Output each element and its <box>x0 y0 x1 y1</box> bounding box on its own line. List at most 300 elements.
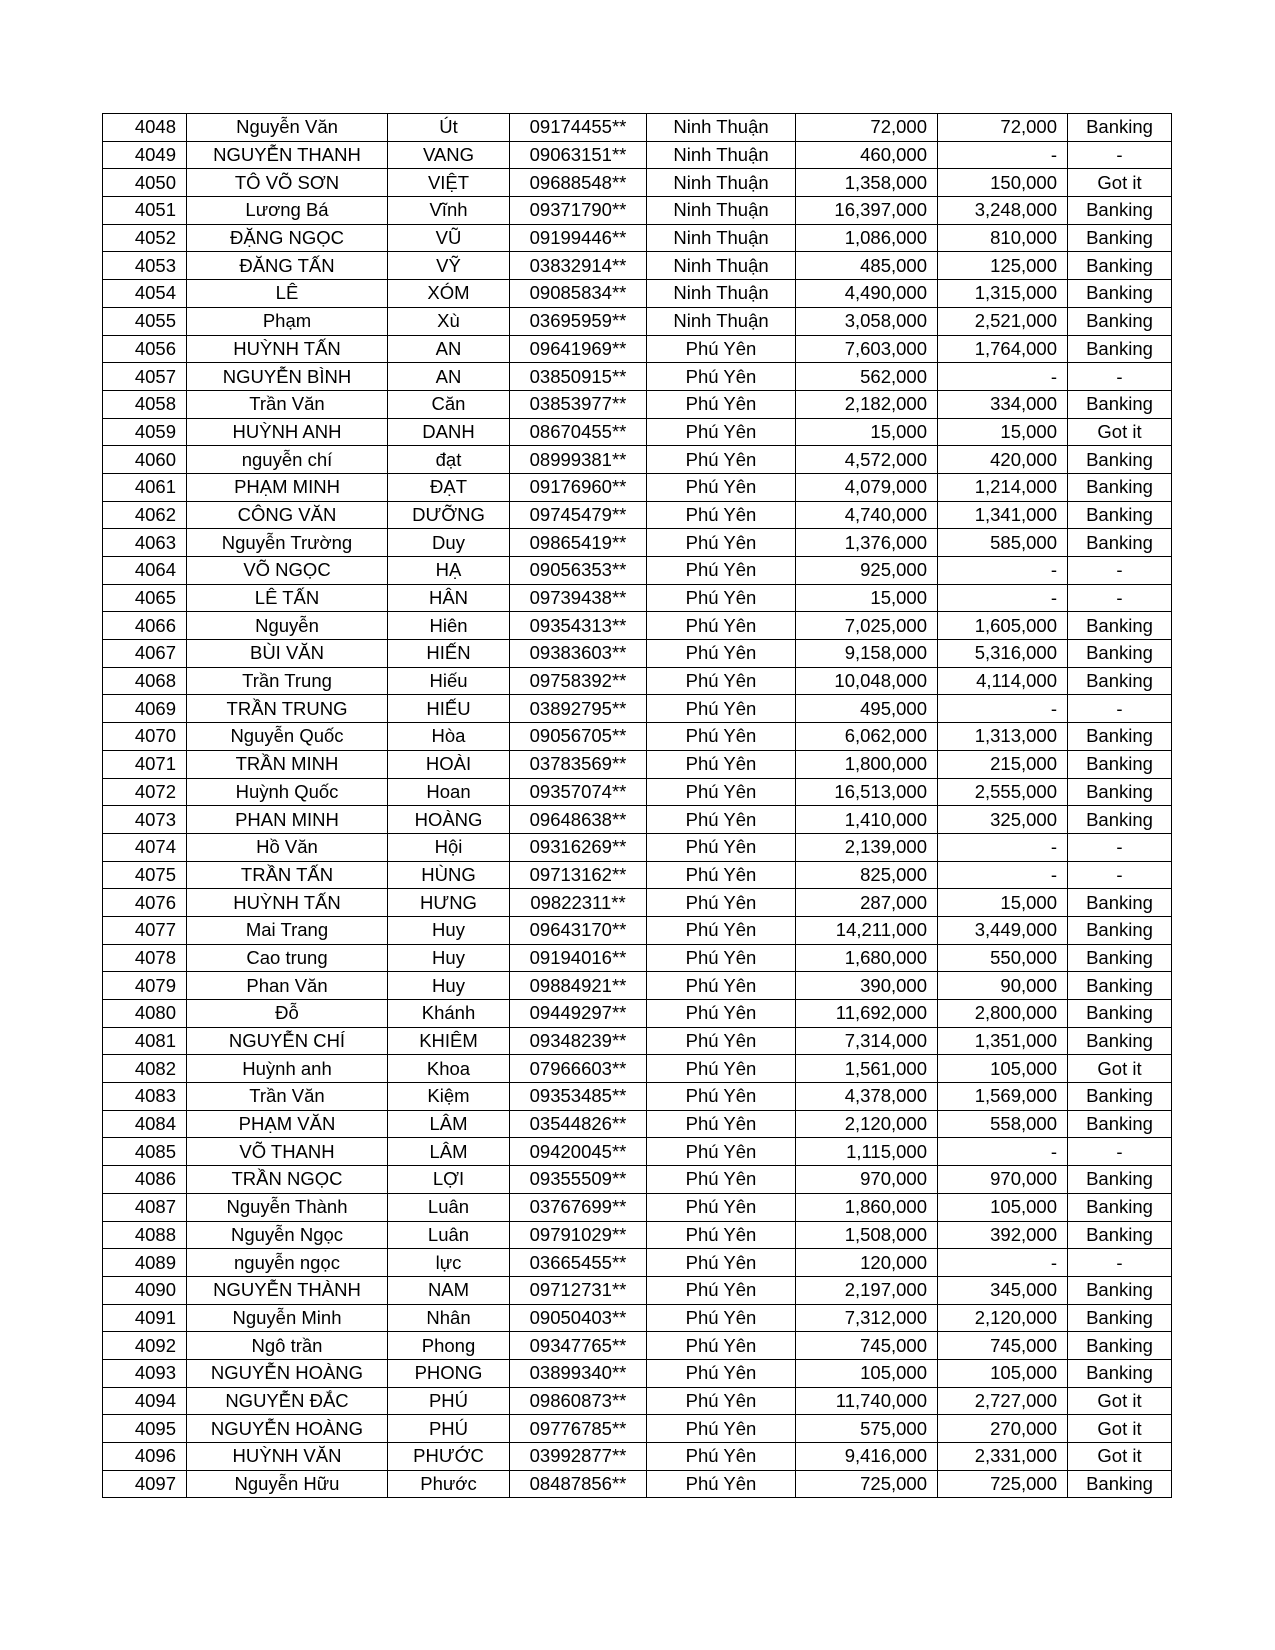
row-number-cell: 4097 <box>103 1470 187 1498</box>
amount-total-cell: 120,000 <box>796 1249 938 1277</box>
first-name-cell: LÂM <box>388 1110 510 1138</box>
province-cell: Phú Yên <box>647 1249 796 1277</box>
payment-method-cell: Got it <box>1068 1443 1172 1471</box>
table-row <box>103 1470 1172 1498</box>
phone-number-cell: 03899340** <box>510 1359 647 1387</box>
first-name-cell: HÂN <box>388 584 510 612</box>
phone-number-cell: 09348239** <box>510 1027 647 1055</box>
province-cell: Phú Yên <box>647 640 796 668</box>
last-middle-name-cell: NGUYỄN HOÀNG <box>187 1415 388 1443</box>
province-cell: Ninh Thuận <box>647 141 796 169</box>
first-name-cell: Hiếu <box>388 667 510 695</box>
phone-number-cell: 08487856** <box>510 1470 647 1498</box>
payment-method-cell: Banking <box>1068 390 1172 418</box>
row-number-cell: 4092 <box>103 1332 187 1360</box>
province-cell: Phú Yên <box>647 1359 796 1387</box>
amount-total-cell: 4,378,000 <box>796 1083 938 1111</box>
payment-method-cell: Banking <box>1068 529 1172 557</box>
last-middle-name-cell: VÕ NGỌC <box>187 557 388 585</box>
first-name-cell: Luân <box>388 1193 510 1221</box>
payment-method-cell: Banking <box>1068 252 1172 280</box>
row-number-cell: 4059 <box>103 418 187 446</box>
province-cell: Phú Yên <box>647 1387 796 1415</box>
table-row <box>103 446 1172 474</box>
last-middle-name-cell: PHẠM VĂN <box>187 1110 388 1138</box>
first-name-cell: Khánh <box>388 1000 510 1028</box>
province-cell: Phú Yên <box>647 390 796 418</box>
amount-total-cell: 4,490,000 <box>796 280 938 308</box>
amount-paid-cell: 2,555,000 <box>938 778 1068 806</box>
province-cell: Phú Yên <box>647 723 796 751</box>
row-number-cell: 4072 <box>103 778 187 806</box>
province-cell: Phú Yên <box>647 473 796 501</box>
phone-number-cell: 09688548** <box>510 169 647 197</box>
amount-total-cell: 1,358,000 <box>796 169 938 197</box>
table-row <box>103 723 1172 751</box>
amount-paid-cell: 1,313,000 <box>938 723 1068 751</box>
province-cell: Phú Yên <box>647 1332 796 1360</box>
data-table <box>102 113 1172 1498</box>
table-row <box>103 612 1172 640</box>
payment-method-cell: Banking <box>1068 114 1172 142</box>
table-row <box>103 695 1172 723</box>
first-name-cell: KHIÊM <box>388 1027 510 1055</box>
last-middle-name-cell: Nguyễn Quốc <box>187 723 388 751</box>
last-middle-name-cell: NGUYỄN THÀNH <box>187 1276 388 1304</box>
province-cell: Phú Yên <box>647 833 796 861</box>
row-number-cell: 4053 <box>103 252 187 280</box>
last-middle-name-cell: Nguyễn Minh <box>187 1304 388 1332</box>
province-cell: Phú Yên <box>647 1443 796 1471</box>
last-middle-name-cell: Huỳnh Quốc <box>187 778 388 806</box>
last-middle-name-cell: TRẦN TRUNG <box>187 695 388 723</box>
amount-paid-cell: - <box>938 1138 1068 1166</box>
province-cell: Phú Yên <box>647 806 796 834</box>
amount-total-cell: 14,211,000 <box>796 916 938 944</box>
table-row <box>103 1304 1172 1332</box>
table-row <box>103 169 1172 197</box>
last-middle-name-cell: Phạm <box>187 307 388 335</box>
table-row <box>103 1055 1172 1083</box>
first-name-cell: VANG <box>388 141 510 169</box>
last-middle-name-cell: PHAN MINH <box>187 806 388 834</box>
amount-paid-cell: 2,120,000 <box>938 1304 1068 1332</box>
table-row <box>103 197 1172 225</box>
province-cell: Phú Yên <box>647 1166 796 1194</box>
amount-total-cell: 10,048,000 <box>796 667 938 695</box>
row-number-cell: 4088 <box>103 1221 187 1249</box>
first-name-cell: PHÚ <box>388 1415 510 1443</box>
payment-method-cell: - <box>1068 833 1172 861</box>
table-row <box>103 1415 1172 1443</box>
amount-paid-cell: 105,000 <box>938 1055 1068 1083</box>
amount-total-cell: 485,000 <box>796 252 938 280</box>
amount-paid-cell: 90,000 <box>938 972 1068 1000</box>
row-number-cell: 4086 <box>103 1166 187 1194</box>
table-row <box>103 1138 1172 1166</box>
province-cell: Phú Yên <box>647 972 796 1000</box>
table-row <box>103 557 1172 585</box>
last-middle-name-cell: LÊ TẤN <box>187 584 388 612</box>
amount-total-cell: 287,000 <box>796 889 938 917</box>
table-row <box>103 1276 1172 1304</box>
table-row <box>103 529 1172 557</box>
first-name-cell: HOÀNG <box>388 806 510 834</box>
phone-number-cell: 09063151** <box>510 141 647 169</box>
table-row <box>103 1193 1172 1221</box>
phone-number-cell: 08999381** <box>510 446 647 474</box>
amount-paid-cell: 1,341,000 <box>938 501 1068 529</box>
row-number-cell: 4048 <box>103 114 187 142</box>
row-number-cell: 4054 <box>103 280 187 308</box>
amount-total-cell: 970,000 <box>796 1166 938 1194</box>
amount-total-cell: 3,058,000 <box>796 307 938 335</box>
table-row <box>103 418 1172 446</box>
amount-total-cell: 825,000 <box>796 861 938 889</box>
amount-total-cell: 390,000 <box>796 972 938 1000</box>
amount-paid-cell: 2,331,000 <box>938 1443 1068 1471</box>
amount-paid-cell: 3,449,000 <box>938 916 1068 944</box>
phone-number-cell: 09353485** <box>510 1083 647 1111</box>
payment-method-cell: - <box>1068 861 1172 889</box>
phone-number-cell: 03783569** <box>510 750 647 778</box>
amount-total-cell: 4,079,000 <box>796 473 938 501</box>
payment-method-cell: Banking <box>1068 335 1172 363</box>
table-row <box>103 750 1172 778</box>
province-cell: Phú Yên <box>647 446 796 474</box>
amount-paid-cell: 4,114,000 <box>938 667 1068 695</box>
payment-method-cell: Got it <box>1068 1055 1172 1083</box>
first-name-cell: đạt <box>388 446 510 474</box>
row-number-cell: 4055 <box>103 307 187 335</box>
row-number-cell: 4081 <box>103 1027 187 1055</box>
table-row <box>103 1166 1172 1194</box>
last-middle-name-cell: TRẦN TẤN <box>187 861 388 889</box>
last-middle-name-cell: ĐẶNG NGỌC <box>187 224 388 252</box>
first-name-cell: PHONG <box>388 1359 510 1387</box>
payment-method-cell: Banking <box>1068 1304 1172 1332</box>
province-cell: Phú Yên <box>647 916 796 944</box>
last-middle-name-cell: Đỗ <box>187 1000 388 1028</box>
amount-paid-cell: 3,248,000 <box>938 197 1068 225</box>
first-name-cell: AN <box>388 335 510 363</box>
table-row <box>103 1083 1172 1111</box>
province-cell: Ninh Thuận <box>647 114 796 142</box>
last-middle-name-cell: TRẦN NGỌC <box>187 1166 388 1194</box>
payment-method-cell: - <box>1068 1249 1172 1277</box>
amount-paid-cell: - <box>938 861 1068 889</box>
last-middle-name-cell: Mai Trang <box>187 916 388 944</box>
payment-method-cell: Banking <box>1068 501 1172 529</box>
payment-method-cell: Banking <box>1068 778 1172 806</box>
row-number-cell: 4062 <box>103 501 187 529</box>
row-number-cell: 4063 <box>103 529 187 557</box>
amount-paid-cell: 345,000 <box>938 1276 1068 1304</box>
phone-number-cell: 09865419** <box>510 529 647 557</box>
last-middle-name-cell: NGUYỄN HOÀNG <box>187 1359 388 1387</box>
table-row <box>103 280 1172 308</box>
phone-number-cell: 09420045** <box>510 1138 647 1166</box>
table-row <box>103 501 1172 529</box>
last-middle-name-cell: VÕ THANH <box>187 1138 388 1166</box>
first-name-cell: HƯNG <box>388 889 510 917</box>
province-cell: Phú Yên <box>647 1138 796 1166</box>
amount-total-cell: 2,139,000 <box>796 833 938 861</box>
first-name-cell: ĐẠT <box>388 473 510 501</box>
last-middle-name-cell: HUỲNH TẤN <box>187 335 388 363</box>
phone-number-cell: 03850915** <box>510 363 647 391</box>
amount-paid-cell: 2,800,000 <box>938 1000 1068 1028</box>
table-row <box>103 944 1172 972</box>
last-middle-name-cell: HUỲNH TẤN <box>187 889 388 917</box>
first-name-cell: HÙNG <box>388 861 510 889</box>
province-cell: Phú Yên <box>647 557 796 585</box>
amount-paid-cell: 1,569,000 <box>938 1083 1068 1111</box>
first-name-cell: VŨ <box>388 224 510 252</box>
last-middle-name-cell: Ngô trần <box>187 1332 388 1360</box>
amount-total-cell: 16,397,000 <box>796 197 938 225</box>
amount-paid-cell: - <box>938 557 1068 585</box>
amount-total-cell: 1,508,000 <box>796 1221 938 1249</box>
last-middle-name-cell: nguyễn ngọc <box>187 1249 388 1277</box>
amount-total-cell: 9,158,000 <box>796 640 938 668</box>
amount-total-cell: 1,410,000 <box>796 806 938 834</box>
phone-number-cell: 09758392** <box>510 667 647 695</box>
first-name-cell: Phước <box>388 1470 510 1498</box>
amount-total-cell: 460,000 <box>796 141 938 169</box>
amount-paid-cell: 1,315,000 <box>938 280 1068 308</box>
row-number-cell: 4058 <box>103 390 187 418</box>
payment-method-cell: Banking <box>1068 889 1172 917</box>
province-cell: Phú Yên <box>647 1221 796 1249</box>
province-cell: Phú Yên <box>647 667 796 695</box>
last-middle-name-cell: Lương Bá <box>187 197 388 225</box>
amount-total-cell: 1,860,000 <box>796 1193 938 1221</box>
amount-paid-cell: - <box>938 833 1068 861</box>
phone-number-cell: 09712731** <box>510 1276 647 1304</box>
payment-method-cell: Banking <box>1068 1193 1172 1221</box>
row-number-cell: 4068 <box>103 667 187 695</box>
province-cell: Phú Yên <box>647 889 796 917</box>
payment-method-cell: Banking <box>1068 1110 1172 1138</box>
row-number-cell: 4064 <box>103 557 187 585</box>
payment-method-cell: Banking <box>1068 944 1172 972</box>
phone-number-cell: 03853977** <box>510 390 647 418</box>
table-row <box>103 806 1172 834</box>
amount-paid-cell: - <box>938 141 1068 169</box>
table-row <box>103 1249 1172 1277</box>
payment-method-cell: - <box>1068 363 1172 391</box>
first-name-cell: HIẾU <box>388 695 510 723</box>
first-name-cell: NAM <box>388 1276 510 1304</box>
table-row <box>103 584 1172 612</box>
payment-method-cell: - <box>1068 584 1172 612</box>
table-row <box>103 1332 1172 1360</box>
table-row <box>103 1387 1172 1415</box>
last-middle-name-cell: Cao trung <box>187 944 388 972</box>
table-row <box>103 1359 1172 1387</box>
amount-paid-cell: 420,000 <box>938 446 1068 474</box>
phone-number-cell: 09056705** <box>510 723 647 751</box>
amount-total-cell: 2,182,000 <box>796 390 938 418</box>
payment-method-cell: - <box>1068 557 1172 585</box>
phone-number-cell: 09713162** <box>510 861 647 889</box>
phone-number-cell: 07966603** <box>510 1055 647 1083</box>
last-middle-name-cell: Hồ Văn <box>187 833 388 861</box>
amount-paid-cell: 392,000 <box>938 1221 1068 1249</box>
row-number-cell: 4090 <box>103 1276 187 1304</box>
row-number-cell: 4067 <box>103 640 187 668</box>
first-name-cell: Huy <box>388 944 510 972</box>
row-number-cell: 4093 <box>103 1359 187 1387</box>
province-cell: Ninh Thuận <box>647 307 796 335</box>
payment-method-cell: Banking <box>1068 750 1172 778</box>
first-name-cell: Duy <box>388 529 510 557</box>
amount-total-cell: 7,314,000 <box>796 1027 938 1055</box>
first-name-cell: Vĩnh <box>388 197 510 225</box>
amount-total-cell: 1,115,000 <box>796 1138 938 1166</box>
amount-paid-cell: 334,000 <box>938 390 1068 418</box>
table-row <box>103 861 1172 889</box>
amount-paid-cell: 72,000 <box>938 114 1068 142</box>
last-middle-name-cell: Nguyễn <box>187 612 388 640</box>
province-cell: Phú Yên <box>647 861 796 889</box>
province-cell: Phú Yên <box>647 695 796 723</box>
row-number-cell: 4089 <box>103 1249 187 1277</box>
last-middle-name-cell: Trần Văn <box>187 1083 388 1111</box>
row-number-cell: 4066 <box>103 612 187 640</box>
province-cell: Phú Yên <box>647 1276 796 1304</box>
first-name-cell: Kiệm <box>388 1083 510 1111</box>
province-cell: Phú Yên <box>647 418 796 446</box>
row-number-cell: 4052 <box>103 224 187 252</box>
payment-method-cell: Banking <box>1068 612 1172 640</box>
first-name-cell: Út <box>388 114 510 142</box>
payment-method-cell: Banking <box>1068 806 1172 834</box>
province-cell: Phú Yên <box>647 1110 796 1138</box>
row-number-cell: 4060 <box>103 446 187 474</box>
amount-total-cell: 1,376,000 <box>796 529 938 557</box>
table-row <box>103 224 1172 252</box>
first-name-cell: Hiên <box>388 612 510 640</box>
payment-method-cell: Banking <box>1068 1000 1172 1028</box>
payment-method-cell: Banking <box>1068 1166 1172 1194</box>
amount-paid-cell: - <box>938 584 1068 612</box>
first-name-cell: Khoa <box>388 1055 510 1083</box>
amount-total-cell: 562,000 <box>796 363 938 391</box>
amount-total-cell: 9,416,000 <box>796 1443 938 1471</box>
province-cell: Ninh Thuận <box>647 280 796 308</box>
phone-number-cell: 09383603** <box>510 640 647 668</box>
first-name-cell: HOÀI <box>388 750 510 778</box>
phone-number-cell: 09355509** <box>510 1166 647 1194</box>
amount-paid-cell: 215,000 <box>938 750 1068 778</box>
phone-number-cell: 09739438** <box>510 584 647 612</box>
amount-total-cell: 7,603,000 <box>796 335 938 363</box>
province-cell: Phú Yên <box>647 612 796 640</box>
phone-number-cell: 09354313** <box>510 612 647 640</box>
last-middle-name-cell: nguyễn chí <box>187 446 388 474</box>
phone-number-cell: 03695959** <box>510 307 647 335</box>
province-cell: Phú Yên <box>647 529 796 557</box>
first-name-cell: Hòa <box>388 723 510 751</box>
payment-method-cell: Banking <box>1068 1027 1172 1055</box>
row-number-cell: 4074 <box>103 833 187 861</box>
amount-paid-cell: 105,000 <box>938 1359 1068 1387</box>
first-name-cell: XÓM <box>388 280 510 308</box>
amount-paid-cell: 1,764,000 <box>938 335 1068 363</box>
table-row <box>103 473 1172 501</box>
first-name-cell: PHÚ <box>388 1387 510 1415</box>
last-middle-name-cell: NGUYỄN CHÍ <box>187 1027 388 1055</box>
amount-paid-cell: 970,000 <box>938 1166 1068 1194</box>
amount-paid-cell: 105,000 <box>938 1193 1068 1221</box>
first-name-cell: lực <box>388 1249 510 1277</box>
row-number-cell: 4049 <box>103 141 187 169</box>
last-middle-name-cell: ĐĂNG TẤN <box>187 252 388 280</box>
row-number-cell: 4091 <box>103 1304 187 1332</box>
row-number-cell: 4096 <box>103 1443 187 1471</box>
row-number-cell: 4069 <box>103 695 187 723</box>
row-number-cell: 4076 <box>103 889 187 917</box>
amount-total-cell: 15,000 <box>796 584 938 612</box>
amount-total-cell: 1,086,000 <box>796 224 938 252</box>
phone-number-cell: 03832914** <box>510 252 647 280</box>
amount-paid-cell: 5,316,000 <box>938 640 1068 668</box>
row-number-cell: 4079 <box>103 972 187 1000</box>
phone-number-cell: 09641969** <box>510 335 647 363</box>
last-middle-name-cell: HUỲNH ANH <box>187 418 388 446</box>
amount-total-cell: 6,062,000 <box>796 723 938 751</box>
last-middle-name-cell: BÙI VĂN <box>187 640 388 668</box>
table-row <box>103 335 1172 363</box>
row-number-cell: 4065 <box>103 584 187 612</box>
row-number-cell: 4073 <box>103 806 187 834</box>
first-name-cell: AN <box>388 363 510 391</box>
payment-method-cell: Banking <box>1068 667 1172 695</box>
last-middle-name-cell: TRẦN MINH <box>187 750 388 778</box>
row-number-cell: 4078 <box>103 944 187 972</box>
table-row <box>103 972 1172 1000</box>
row-number-cell: 4077 <box>103 916 187 944</box>
payment-method-cell: Banking <box>1068 972 1172 1000</box>
phone-number-cell: 09643170** <box>510 916 647 944</box>
table-row <box>103 916 1172 944</box>
amount-total-cell: 15,000 <box>796 418 938 446</box>
province-cell: Phú Yên <box>647 750 796 778</box>
payment-method-cell: Banking <box>1068 1276 1172 1304</box>
payment-method-cell: Banking <box>1068 446 1172 474</box>
first-name-cell: LỢI <box>388 1166 510 1194</box>
payment-method-cell: Got it <box>1068 1415 1172 1443</box>
phone-number-cell: 03892795** <box>510 695 647 723</box>
first-name-cell: PHƯỚC <box>388 1443 510 1471</box>
row-number-cell: 4070 <box>103 723 187 751</box>
row-number-cell: 4050 <box>103 169 187 197</box>
amount-total-cell: 2,120,000 <box>796 1110 938 1138</box>
first-name-cell: Luân <box>388 1221 510 1249</box>
last-middle-name-cell: Huỳnh anh <box>187 1055 388 1083</box>
phone-number-cell: 03767699** <box>510 1193 647 1221</box>
amount-paid-cell: 725,000 <box>938 1470 1068 1498</box>
phone-number-cell: 09050403** <box>510 1304 647 1332</box>
first-name-cell: LÂM <box>388 1138 510 1166</box>
row-number-cell: 4087 <box>103 1193 187 1221</box>
province-cell: Phú Yên <box>647 1304 796 1332</box>
table-row <box>103 1027 1172 1055</box>
first-name-cell: VỸ <box>388 252 510 280</box>
first-name-cell: Huy <box>388 916 510 944</box>
